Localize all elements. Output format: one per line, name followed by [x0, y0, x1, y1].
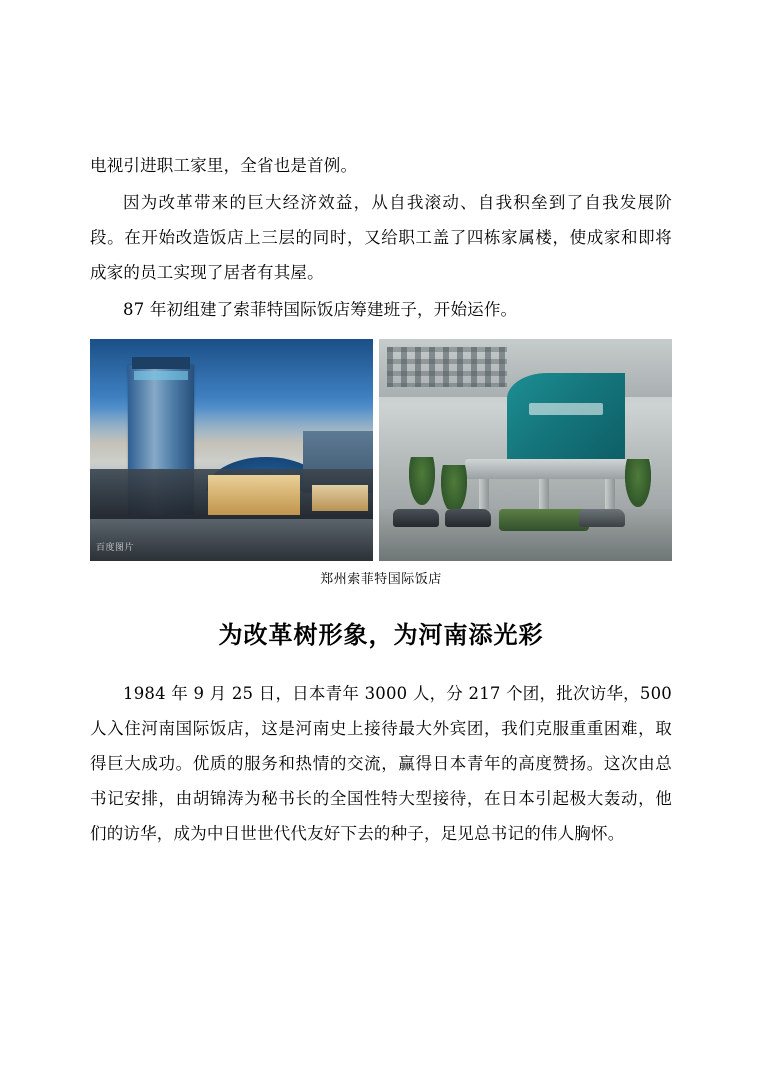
photo-row	[90, 339, 672, 561]
tree	[409, 457, 435, 505]
tree	[441, 465, 467, 513]
lit-entrance	[208, 475, 300, 515]
lit-window-block	[312, 485, 368, 511]
parked-car	[393, 509, 439, 527]
parked-car	[445, 509, 491, 527]
body-paragraph-1: 1984 年 9 月 25 日，日本青年 3000 人，分 217 个团，批次访华，500 人入住河南国际饭店，这是河南史上接待最大外宾团，我们克服重重困难，取得巨大成功。优质的服务和热情的交流，赢得日本青年的高度赞扬。这次由总书记安排，由胡锦涛为秘书长的全国性特大型接待，在日本引起极大轰动，他们的访华，成为中日世世代代友好下去的种子，足见总书记的伟人胸怀。	[90, 684, 672, 843]
teal-glass-facade	[507, 373, 625, 459]
hotel-exterior-photo	[90, 339, 373, 561]
paragraph-1: 电视引进职工家里，全省也是首例。	[90, 156, 358, 175]
tree	[625, 459, 651, 507]
entrance-canopy	[465, 459, 651, 479]
figure-hotel-photos	[90, 339, 672, 587]
paragraph-2: 因为改革带来的巨大经济效益，从自我滚动、自我积垒到了自我发展阶段。在开始改造饭店上三层的同时，又给职工盖了四栋家属楼，使成家和即将成家的员工实现了居者有其屋。	[90, 193, 672, 282]
parked-car	[579, 509, 625, 527]
tower-sign	[134, 371, 188, 380]
section-title: 为改革树形象，为河南添光彩	[218, 620, 544, 649]
figure-caption: 郑州索菲特国际饭店	[320, 572, 442, 587]
window-grid	[387, 347, 507, 387]
paragraph-3: 87 年初组建了索菲特国际饭店筹建班子，开始运作。	[123, 300, 518, 319]
hotel-sign	[529, 403, 603, 415]
hotel-entrance-photo	[379, 339, 672, 561]
photo-watermark: 百度图片	[96, 543, 135, 553]
page-content	[90, 148, 672, 853]
hedge	[499, 509, 589, 531]
tower-top	[132, 357, 190, 369]
